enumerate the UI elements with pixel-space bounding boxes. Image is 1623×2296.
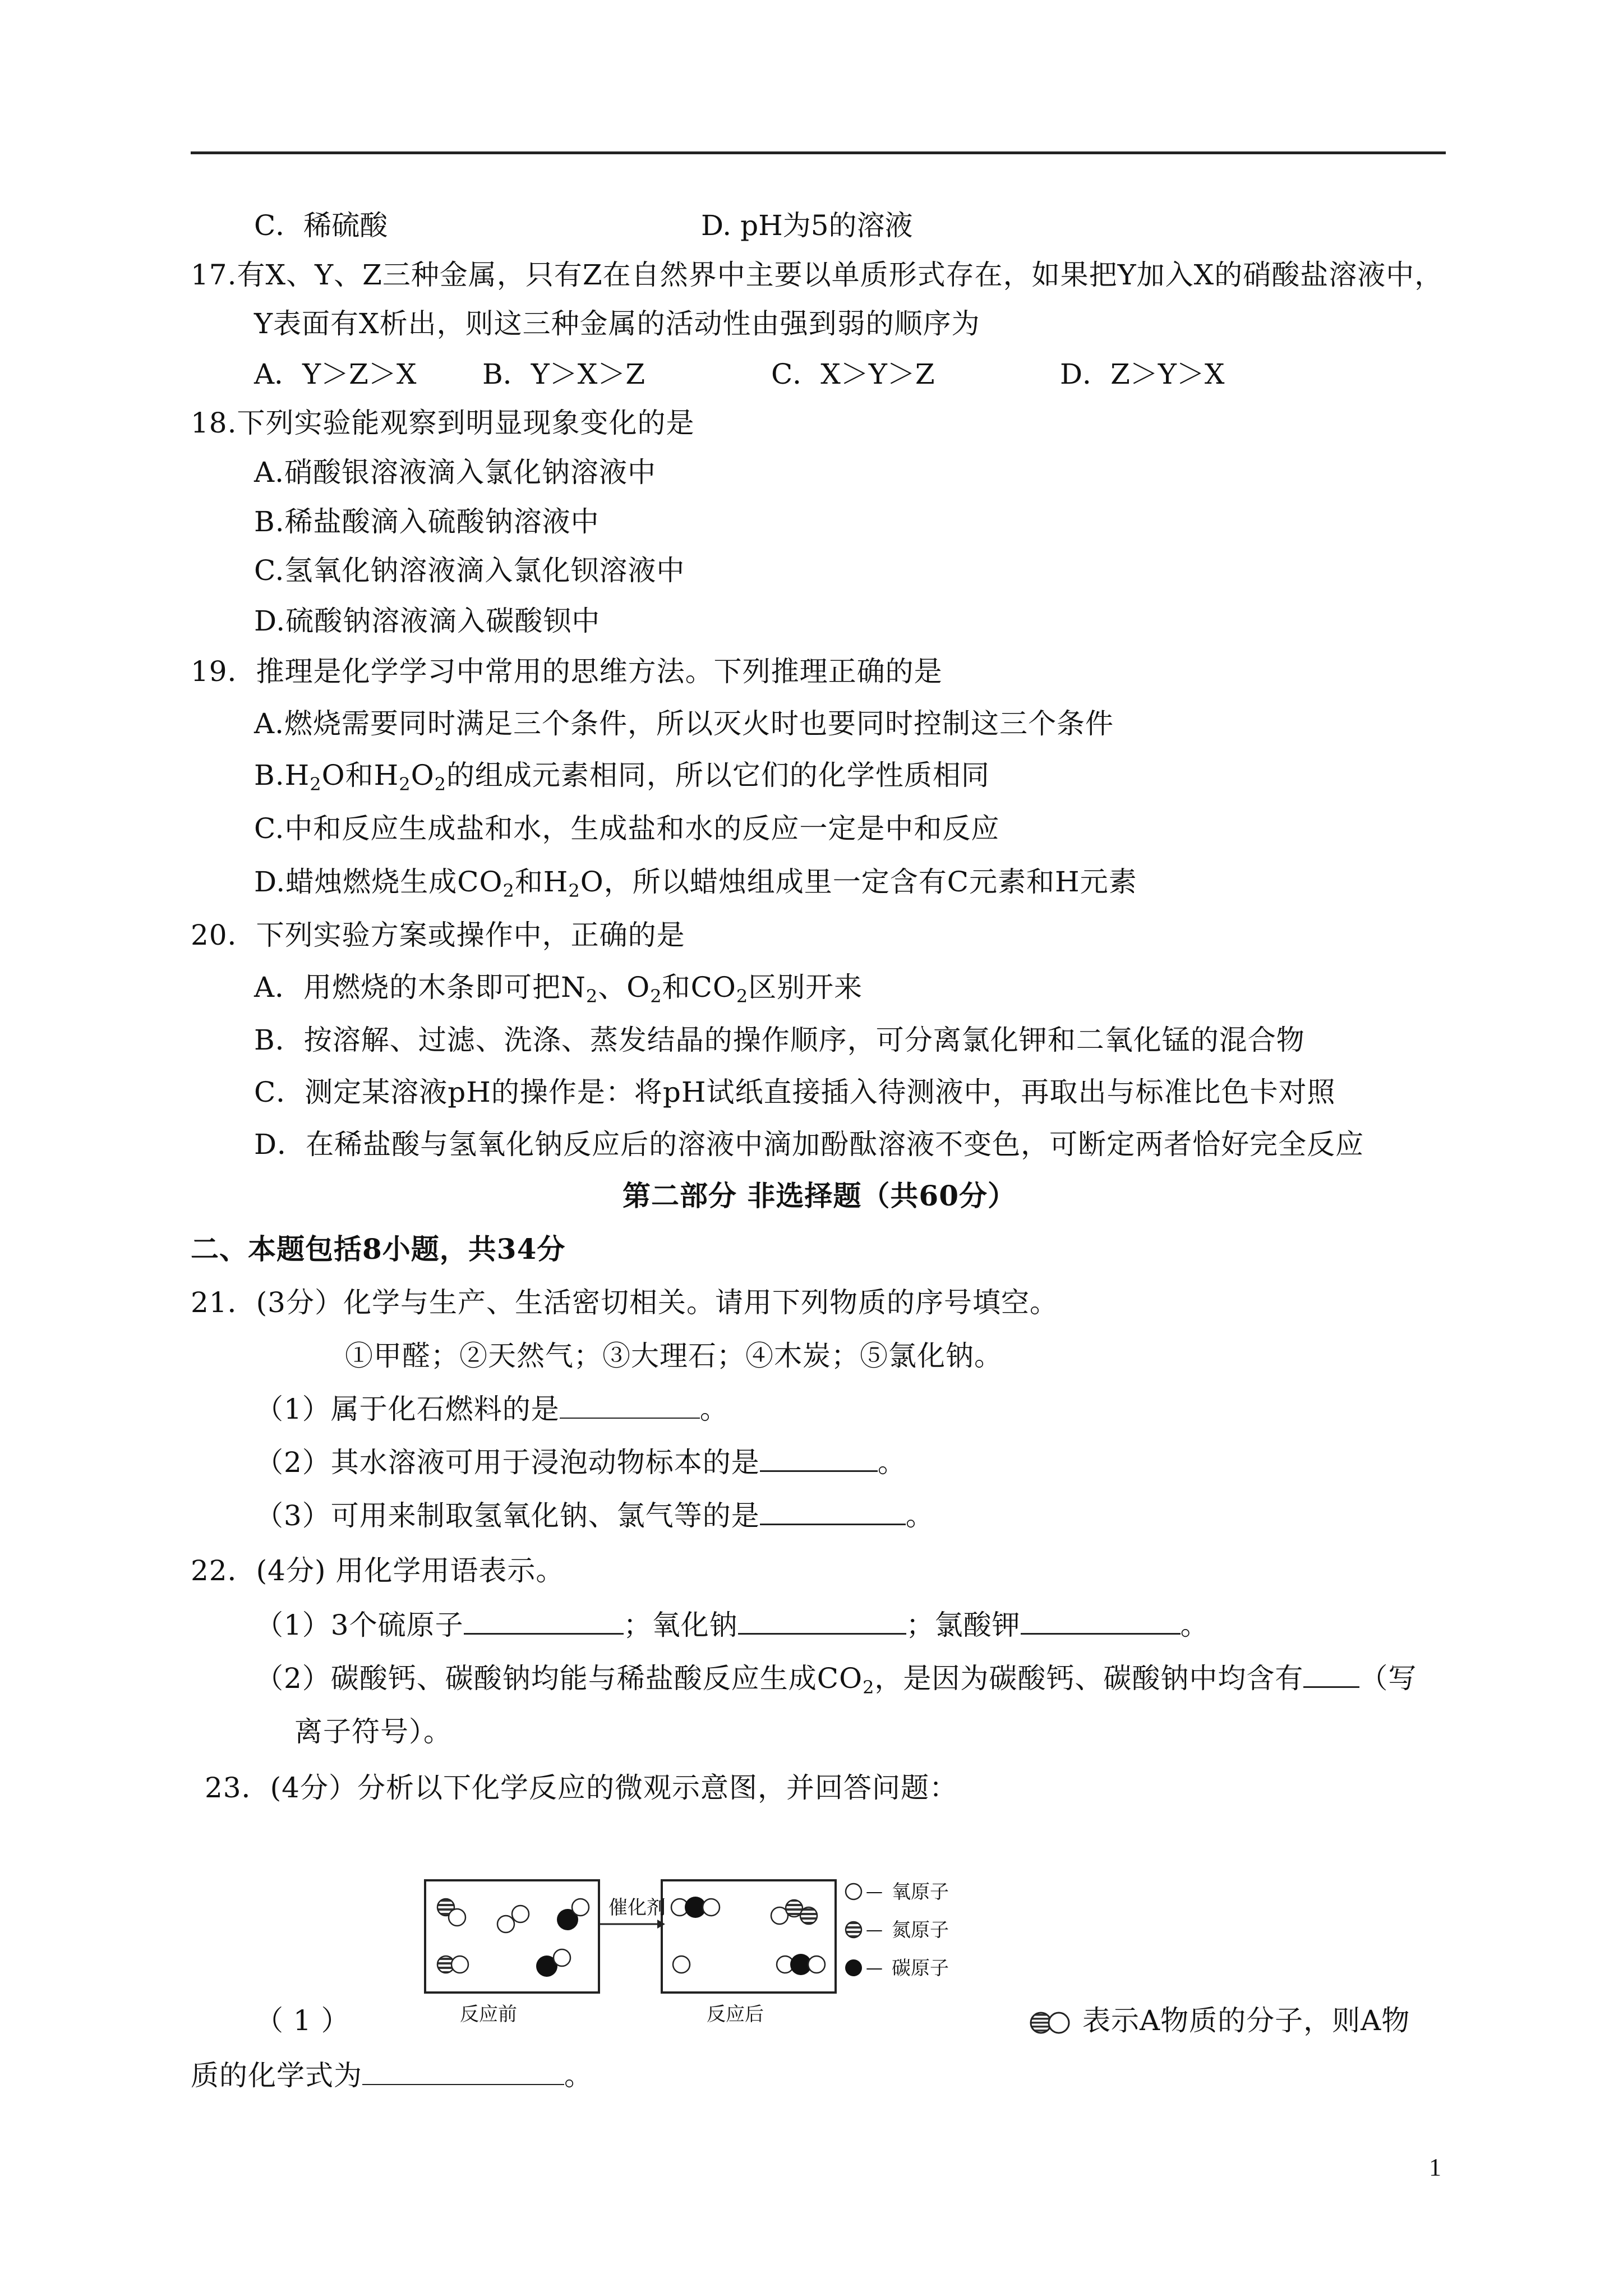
q20-option-a: A．用燃烧的木条即可把$N_2$、$O_2$和$CO_2$区别开来 [254, 971, 863, 1007]
q22-part2: （2）碳酸钙、碳酸钠均能与稀盐酸反应生成$CO_2$，是因为碳酸钙、碳酸钠中均含有 （写 [255, 1660, 1417, 1696]
q20-option-c: C．测定某溶液pH的操作是：将pH试纸直接插入待测液中，再取出与标准比色卡对照 [254, 1076, 1336, 1108]
q17-option-a: A．Y＞Z＞X [254, 358, 417, 390]
before-box [425, 1880, 599, 1993]
q21-part2: （2）其水溶液可用于浸泡动物标本的是 。 [255, 1444, 906, 1480]
q23-stem: 23．(4分）分析以下化学反应的微观示意图，并回答问题： [205, 1772, 958, 1804]
q21-items: ①甲醛；②天然气；③大理石；④木炭；⑤氯化钠。 [345, 1340, 1003, 1372]
q21-part1: （1）属于化石燃料的是 。 [255, 1393, 728, 1425]
svg-text:—: — [866, 1920, 883, 1940]
q23-part1-number: （ 1 ） [255, 2004, 350, 2037]
before-label: 反应前 [460, 2003, 517, 2026]
q18-stem: 18.下列实验能观察到明显现象变化的是 [191, 407, 695, 439]
q17-option-d: D．Z＞Y＞X [1060, 358, 1225, 390]
q17-option-c: C．X＞Y＞Z [771, 358, 935, 390]
q20-option-b: B．按溶解、过滤、洗涤、蒸发结晶的操作顺序，可分离氯化钾和二氧化锰的混合物 [254, 1024, 1305, 1056]
a-molecule-icon [1026, 2010, 1082, 2036]
q17-stem-line2: Y表面有X析出，则这三种金属的活动性由强到弱的顺序为 [254, 307, 980, 340]
q17-option-b: B．Y＞X＞Z [482, 358, 645, 390]
catalyst-label: 催化剂 [608, 1897, 666, 1919]
q23-part1-cont: 质的化学式为 。 [191, 2059, 593, 2092]
q18-option-d: D.硫酸钠溶液滴入碳酸钡中 [254, 605, 601, 637]
q18-option-c: C.氢氧化钠溶液滴入氯化钡溶液中 [254, 554, 685, 587]
q19-option-c: C.中和反应生成盐和水，生成盐和水的反应一定是中和反应 [254, 812, 1000, 845]
part2-title: 第二部分 非选择题（共60分） [623, 1179, 1016, 1212]
q22-stem: 22．(4分) 用化学用语表示。 [191, 1554, 565, 1587]
q20-stem: 20．下列实验方案或操作中，正确的是 [191, 919, 685, 951]
q19-stem: 19．推理是化学学习中常用的思维方法。下列推理正确的是 [191, 655, 943, 688]
page-number: 1 [1429, 2154, 1441, 2181]
q21-stem: 21．(3分）化学与生产、生活密切相关。请用下列物质的序号填空。 [191, 1286, 1058, 1319]
q21-part3: （3）可用来制取氢氧化钠、氯气等的是 。 [255, 1498, 934, 1534]
legend-oxygen: 氧原子 [892, 1881, 949, 1903]
legend-carbon: 碳原子 [892, 1957, 949, 1980]
q16-option-c: C．稀硫酸 [254, 209, 388, 242]
after-label: 反应后 [707, 2003, 764, 2026]
q22-part1: （1）3个硫原子 ；氧化钠 ；氯酸钾 。 [255, 1607, 1209, 1643]
header-rule [191, 151, 1446, 154]
q16-option-d: D. pH为5的溶液 [701, 209, 913, 242]
after-molecules [671, 1897, 825, 1975]
q23-part1-text: 表示A物质的分子，则A物 [1026, 2003, 1410, 2039]
reaction-diagram [415, 1868, 987, 2031]
q19-option-b: $B.H_2O$和$H_2O_2$的组成元素相同，所以它们的化学性质相同 [254, 759, 990, 795]
after-box [662, 1880, 836, 1993]
before-molecules [437, 1899, 589, 1977]
q18-option-b: B.稀盐酸滴入硫酸钠溶液中 [254, 505, 600, 538]
legend-nitrogen: 氮原子 [892, 1919, 949, 1941]
q18-option-a: A.硝酸银溶液滴入氯化钠溶液中 [254, 456, 657, 489]
q22-part2-cont: 离子符号）。 [294, 1715, 452, 1748]
svg-text:—: — [866, 1958, 883, 1978]
legend [845, 1881, 949, 1980]
q19-option-d: D.蜡烛燃烧生成$CO_2$和$H_2O$，所以蜡烛组成里一定含有C元素和H元素 [254, 866, 1137, 901]
q20-option-d: D．在稀盐酸与氢氧化钠反应后的溶液中滴加酚酞溶液不变色，可断定两者恰好完全反应 [254, 1128, 1364, 1161]
q19-option-a: A.燃烧需要同时满足三个条件，所以灭火时也要同时控制这三个条件 [254, 707, 1114, 740]
svg-text:—: — [866, 1882, 883, 1902]
section2-title: 二、本题包括8小题，共34分 [191, 1232, 566, 1266]
q17-stem-line1: 17.有X、Y、Z三种金属，只有Z在自然界中主要以单质形式存在，如果把Y加入X的硝酸盐溶液中， [191, 259, 1444, 291]
